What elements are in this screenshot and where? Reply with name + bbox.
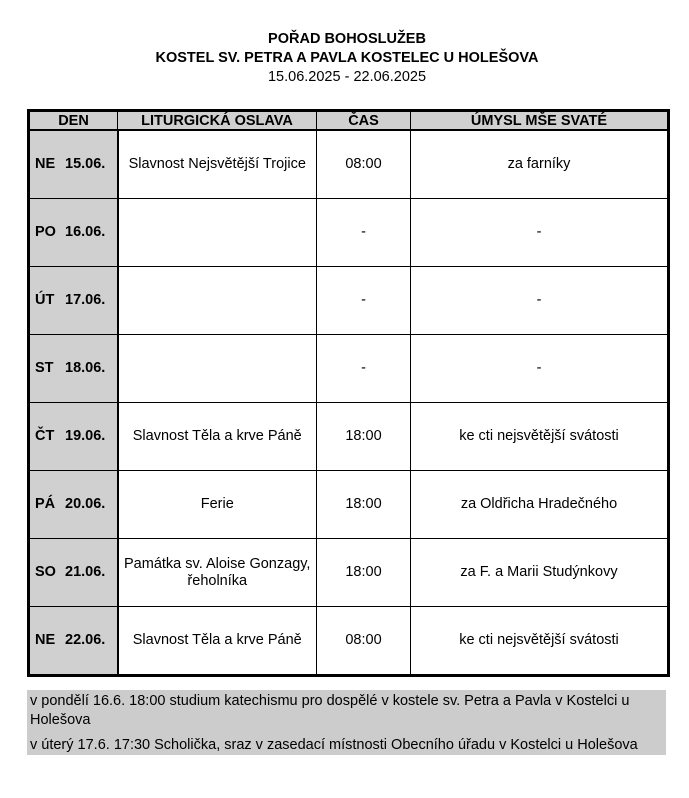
church-name: KOSTEL SV. PETRA A PAVLA KOSTELEC U HOLEŠOVA [155,50,539,66]
table-row [29,471,669,539]
day-date: 19.06. [65,428,106,444]
schedule-table [27,109,670,677]
time-cell: - [317,335,411,403]
day-cell [29,539,118,607]
day-name: PÁ [35,496,56,512]
column-header-time: ČAS [317,111,411,131]
day-name: ČT [35,428,55,444]
celebration-cell [118,267,317,335]
day-date: 20.06. [65,496,106,512]
time-cell: 18:00 [317,403,411,471]
intention-cell: - [411,335,669,403]
celebration-cell: Slavnost Těla a krve Páně [118,607,317,676]
column-header-celebration: LITURGICKÁ OSLAVA [118,111,317,131]
day-name: NE [35,632,56,648]
document-header [0,30,689,87]
celebration-cell: Slavnost Těla a krve Páně [118,403,317,471]
day-name: ST [35,360,54,376]
table-row [29,607,669,676]
day-date: 18.06. [65,360,106,376]
day-name: NE [35,156,56,172]
day-date: 17.06. [65,292,106,308]
column-header-intention: ÚMYSL MŠE SVATÉ [411,111,669,131]
day-cell [29,199,118,267]
table-row [29,199,669,267]
day-name: PO [35,224,56,240]
celebration-cell: Slavnost Nejsvětější Trojice [118,130,317,199]
time-cell: - [317,267,411,335]
day-cell [29,403,118,471]
intention-cell: - [411,267,669,335]
column-header-day: DEN [29,111,118,131]
announcement-item: v úterý 17.6. 17:30 Scholička, sraz v zasedací místnosti Obecního úřadu v Kostelci u Holešova [30,737,638,753]
announcement-item: v pondělí 16.6. 18:00 studium katechismu pro dospělé v kostele sv. Petra a Pavla v Kostelci u Holešova [30,693,630,728]
day-cell [29,335,118,403]
intention-cell: ke cti nejsvětější svátosti [411,607,669,676]
time-cell: 18:00 [317,539,411,607]
intention-cell: - [411,199,669,267]
intention-cell: za Oldřicha Hradečného [411,471,669,539]
day-name: SO [35,564,56,580]
announcements [27,690,666,755]
time-cell: 08:00 [317,130,411,199]
day-cell [29,130,118,199]
table-row [29,130,669,199]
day-cell [29,471,118,539]
time-cell: - [317,199,411,267]
day-cell [29,267,118,335]
day-date: 15.06. [65,156,106,172]
date-range: 15.06.2025 - 22.06.2025 [267,69,427,85]
day-date: 21.06. [65,564,106,580]
day-date: 16.06. [65,224,106,240]
intention-cell: za farníky [411,130,669,199]
day-name: ÚT [35,292,55,308]
celebration-cell: Ferie [118,471,317,539]
intention-cell: za F. a Marii Studýnkovy [411,539,669,607]
document-title: POŘAD BOHOSLUŽEB [268,31,426,47]
table-row [29,403,669,471]
celebration-cell [118,335,317,403]
day-cell [29,607,118,676]
celebration-cell: Památka sv. Aloise Gonzagy, řeholníka [118,539,317,607]
table-row [29,267,669,335]
intention-cell: ke cti nejsvětější svátosti [411,403,669,471]
time-cell: 08:00 [317,607,411,676]
day-date: 22.06. [65,632,106,648]
time-cell: 18:00 [317,471,411,539]
table-header-row [29,111,669,131]
celebration-cell [118,199,317,267]
table-row [29,539,669,607]
table-row [29,335,669,403]
